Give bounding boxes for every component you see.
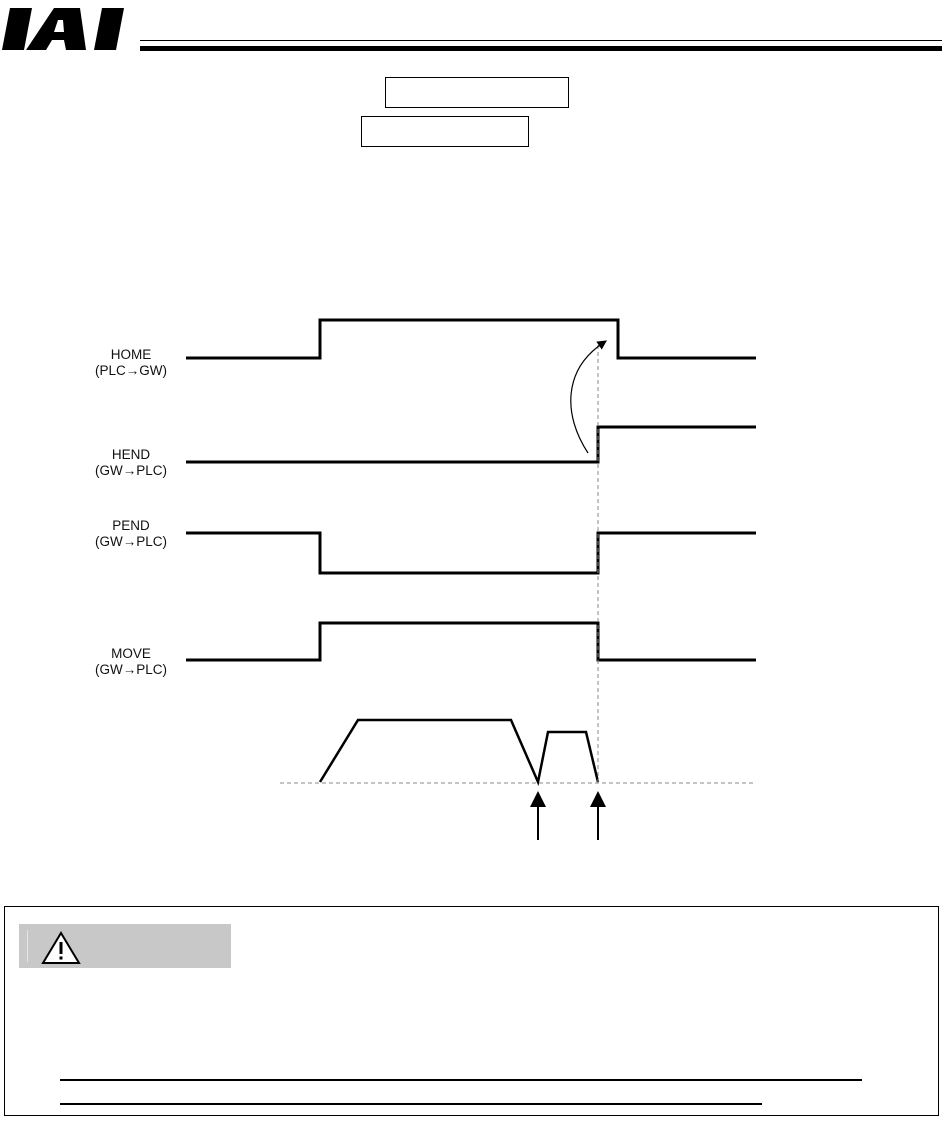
iai-logo — [2, 4, 136, 54]
home-label: HOME (PLC→GW) — [95, 347, 167, 378]
timing-chart — [93, 305, 769, 845]
hend-label: HEND (GW→PLC) — [95, 447, 167, 478]
header-rule-thin — [140, 40, 942, 41]
underline-2 — [60, 1103, 762, 1105]
pend-signal-line — [186, 533, 756, 573]
home-signal-line — [186, 320, 756, 358]
header-rule — [140, 46, 942, 51]
pend-label: PEND (GW→PLC) — [95, 518, 167, 549]
move-label: MOVE (GW→PLC) — [95, 646, 167, 677]
warning-triangle-icon — [40, 930, 82, 966]
timing-chart-svg — [93, 305, 769, 845]
velocity-profile-line — [320, 720, 598, 782]
hend-signal-line — [186, 427, 756, 462]
title-box — [385, 77, 569, 108]
subtitle-box — [361, 116, 529, 147]
move-signal-line — [186, 623, 756, 660]
underline-1 — [60, 1079, 862, 1081]
